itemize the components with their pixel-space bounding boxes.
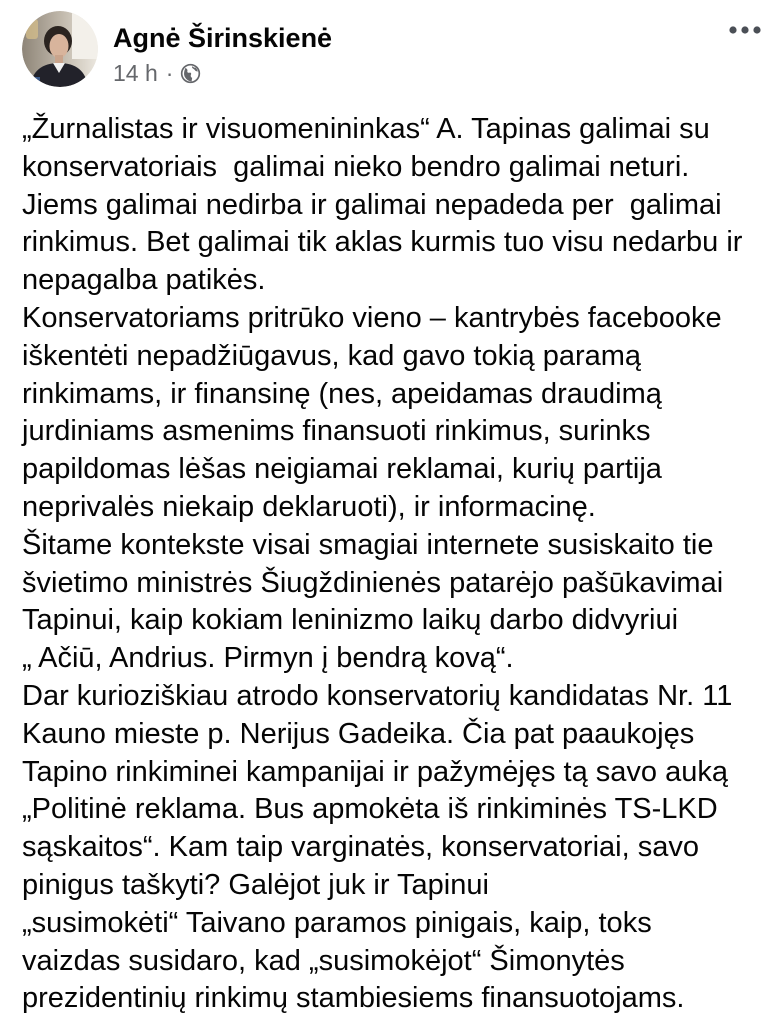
post-text-line: Tapinui, kaip kokiam leninizmo laikų darbo didvyriui — [22, 604, 679, 637]
avatar[interactable] — [22, 11, 98, 87]
post-text-line: „Politinė reklama. Bus apmokėta iš rinkiminės TS-LKD — [22, 793, 718, 826]
post-text-line: rinkimams, ir finansinę (nes, apeidamas draudimą — [22, 377, 662, 410]
post-text-line: rinkimus. Bet galimai tik aklas kurmis tuo visu nedarbu ir — [22, 226, 743, 259]
post-text-line: pinigus taškyti? Galėjot juk ir Tapinui — [22, 868, 489, 901]
post-text-line: neprivalės niekaip deklaruoti), ir informacinę. — [22, 490, 596, 523]
post-text-line: švietimo ministrės Šiugždinienės patarėjo pašūkavimai — [22, 566, 724, 599]
more-options-icon — [726, 20, 764, 40]
post-text-line: Kauno mieste p. Nerijus Gadeika. Čia pat paaukojęs — [22, 717, 695, 750]
post-text-line: sąskaitos“. Kam taip varginatės, konservatoriai, savo — [22, 831, 699, 864]
post-text-line: Jiems galimai nedirba ir galimai nepadeda per galimai — [22, 188, 722, 221]
post-text — [22, 111, 774, 1018]
post-text-line: papildomas lėšas neigiamai reklamai, kurių partija — [22, 453, 662, 486]
post-text-line: Dar kurioziškiau atrodo konservatorių kandidatas Nr. 11 — [22, 679, 733, 712]
avatar-photo — [22, 11, 98, 87]
post-text-line: iškentėti nepadžiūgavus, kad gavo tokią paramą — [22, 339, 642, 372]
post-text-line: Tapino rinkiminei kampanijai ir pažymėjęs tą savo auką — [22, 755, 728, 788]
post-text-line: konservatoriais galimai nieko bendro galimai neturi. — [22, 150, 690, 183]
post-meta — [113, 60, 201, 86]
post-text-line: „susimokėti“ Taivano paramos pinigais, kaip, toks — [22, 906, 652, 939]
post-text-line: vaizdas susidaro, kad „susimokėjot“ Šimonytės — [22, 944, 625, 977]
post-text-line: „Žurnalistas ir visuomenininkas“ A. Tapinas galimai su — [22, 113, 710, 145]
post-timestamp[interactable]: 14 h — [113, 59, 158, 86]
globe-icon — [180, 63, 201, 84]
post-text-line: jurdiniams asmenims finansuoti rinkimus, surinks — [22, 415, 651, 448]
post-text-line: nepagalba patikės. — [22, 264, 266, 297]
post-text-line: Šitame kontekste visai smagiai internete susiskaito tie — [22, 528, 714, 561]
more-options-button[interactable] — [726, 20, 764, 40]
author-name[interactable]: Agnė Širinskienė — [113, 23, 333, 53]
post-text-line: Konservatoriams pritrūko vieno – kantrybės facebooke — [22, 301, 722, 334]
post-text-line: prezidentinių rinkimų stambiesiems finansuotojams. — [22, 982, 685, 1015]
meta-separator: · — [165, 59, 174, 86]
post-text-line: „ Ačiū, Andrius. Pirmyn į bendrą kovą“. — [22, 642, 514, 675]
